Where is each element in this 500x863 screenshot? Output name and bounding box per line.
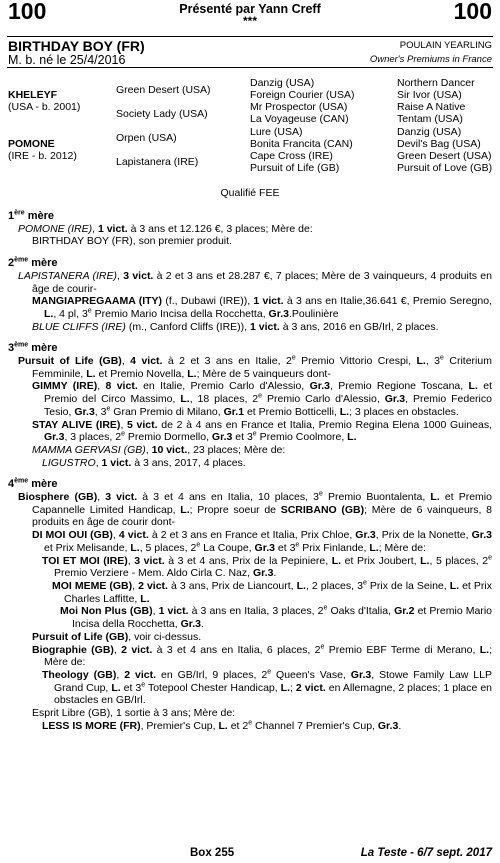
family-entry: Pursuit of Life (GB), 4 vict. à 2 et 3 ans en Italie, 2e Premio Vittorio Crespi, L., 3e Criterium Femminile, L. et Premio Novella, L.; Mère de 5 vainqueurs dont- [18,354,492,380]
family-entry: Theology (GB), 2 vict. en GB/Irl, 9 places, 2e Queen's Vase, Gr.3, Stowe Family Law LLP Grand Cup, L. et 3e Totepool Chester Handicap, L.; 2 vict. en Allemagne, 2 places; 1 place en obstacles en GB/Irl. [42,668,493,707]
header-rule-bottom [7,67,493,68]
header-rule-top [7,36,493,37]
pedigree-gen4-3: Raise A Native [397,101,466,113]
grandsire-2: Orpen (USA) [116,132,177,144]
pedigree-gen4-6: Devil's Bag (USA) [397,138,481,150]
granddam-1: Society Lady (USA) [116,108,208,120]
pedigree-gen4-2: Sir Ivor (USA) [397,89,462,101]
sire-info: (USA - b. 2001) [8,101,81,113]
sire-name: KHELEYF [8,89,58,101]
box-number: Box 255 [190,847,235,859]
presenter-line: Présenté par Yann Creff [179,2,321,16]
family-entry: Biographie (GB), 2 vict. à 3 et 4 ans en Italia, 6 places, 2e Premio EBF Terme di Merano, L.; Mère de: [32,643,492,669]
family-entry: GIMMY (IRE), 8 vict. en Italie, Premio Carlo d'Alessio, Gr.3, Premio Regione Toscana, L. et Premio del Circo Massimo, L., 18 places, 2e Premio Carlo d'Alessio, Gr.3, Premio Federico Tesio, Gr.3, 3e Gran Premio di Milano, Gr.1 et Premio Botticelli, L.; 3 places en obstacles. [32,380,492,418]
dam-info: (IRE - b. 2012) [8,150,77,162]
pedigree-gen3-6: Bonita Francita (CAN) [250,138,353,150]
horse-description: M. b. né le 25/4/2016 [8,53,126,67]
pedigree-gen4-5: Danzig (USA) [397,126,462,138]
family-entry: STAY ALIVE (IRE), 5 vict. de 2 à 4 ans en France et Italia, Premio Regina Elena 1000 Guineas, Gr.3, 3 places, 2e Premio Dormello, Gr.3 et 3e Premio Coolmore, L. [32,418,493,444]
pedigree-gen3-8: Pursuit of Life (GB) [250,162,340,174]
family-entry: LAPISTANERA (IRE), 3 vict. à 2 et 3 ans et 28.287 €, 7 places; Mère de 3 vainqueurs, 4 produits en âge de courir- [18,269,492,295]
horse-name: BIRTHDAY BOY (FR) [8,38,145,54]
pedigree-gen3-7: Cape Cross (IRE) [250,150,333,162]
dam-heading: 1ère mère [8,209,54,222]
pedigree-gen3-2: Foreign Courier (USA) [250,89,355,101]
pedigree-gen4-8: Pursuit of Love (GB) [397,162,493,174]
lot-number-right: 100 [453,0,492,24]
family-entry: Moi Non Plus (GB), 1 vict. à 3 ans en Italia, 3 places, 2e Oaks d'Italia, Gr.2 et Premio Mario Incisa della Rocchetta, Gr.3. [60,604,492,631]
family-entry: DI MOI OUI (GB), 4 vict. à 2 et 3 ans en France et Italia, Prix Chloe, Gr.3, Prix de la Nonette, Gr.3 et Prix Melisande, L., 5 places, 2e La Coupe, Gr.3 et 3e Prix Finlande, L.; Mère de: [32,529,492,554]
qualification: Qualifié FEE [220,187,280,199]
family-entry: TOI ET MOI (IRE), 3 vict. à 3 et 4 ans, Prix de la Pepiniere, L. et Prix Joubert, L., 5 places, 2e Premio Verziere - Mem. Aldo Cirla C. Naz, Gr.3. [42,554,492,580]
granddam-2: Lapistanera (IRE) [116,156,199,168]
family-section [8,201,492,732]
pedigree-gen3-3: Mr Prospector (USA) [250,101,348,113]
pedigree-gen3-5: Lure (USA) [250,126,303,138]
family-entry: MAMMA GERVASI (GB), 10 vict., 23 places; Mère de: [32,443,286,456]
family-entry: Biosphere (GB), 3 vict. à 3 et 4 ans en Italia, 10 places, 3e Premio Buontalenta, L. et Premio Capannelle Limited Handicap, L.; Propre soeur de SCRIBANO (GB); Mère de 6 vainqueurs, 8 produits en âge de courir dont- [18,490,492,529]
family-entry: MOI MEME (GB), 2 vict. à 3 ans, Prix de Liancourt, L., 2 places, 3e Prix de la Seine, L. et Prix Charles Laffitte, L. [52,579,492,605]
lot-number-left: 100 [8,0,47,24]
dam-heading: 3ème mère [8,341,58,355]
family-entry: BLUE CLIFFS (IRE) (m., Canford Cliffs (IRE)), 1 vict. à 3 ans, 2016 en GB/Irl, 2 places. [32,320,439,333]
horse-category: POULAIN YEARLING [399,40,492,51]
pedigree-gen4-7: Green Desert (USA) [397,150,492,162]
pedigree-gen3-1: Danzig (USA) [250,77,315,89]
pedigree-gen3-4: La Voyageuse (CAN) [250,113,349,125]
owner-premium: Owner's Premiums in France [369,54,492,65]
family-entry: LESS IS MORE (FR), Premier's Cup, L. et 2e Channel 7 Premier's Cup, Gr.3. [42,719,402,732]
family-entry: Pursuit of Life (GB), voir ci-dessus. [32,630,202,643]
family-entry: Esprit Libre (GB), 1 sortie à 3 ans; Mère de: [32,707,236,720]
grandsire-1: Green Desert (USA) [116,84,211,96]
family-entry: POMONE (IRE), 1 vict. à 3 ans et 12.126 €, 3 places; Mère de: BIRTHDAY BOY (FR), son premier produit. [18,222,313,248]
dam-heading: 2ème mère [8,256,58,270]
family-entry: LIGUSTRO, 1 vict. à 3 ans, 2017, 4 places. [42,456,246,469]
family-entry: MANGIAPREGAAMA (ITY) (f., Dubawi (IRE)), 1 vict. à 3 ans en Italie,36.641 €, Premio Seregno, L., 4 pl, 3e Premio Mario Incisa della Rocchetta, Gr.3.Poulinière [32,295,492,320]
pedigree-gen4-1: Northern Dancer [397,77,475,89]
sale-event: La Teste - 6/7 sept. 2017 [360,847,492,859]
stars-line: *** [242,14,257,28]
dam-name: POMONE [8,138,55,150]
dam-heading: 4ème mère [8,477,58,491]
pedigree-gen4-4: Tentam (USA) [397,113,463,125]
